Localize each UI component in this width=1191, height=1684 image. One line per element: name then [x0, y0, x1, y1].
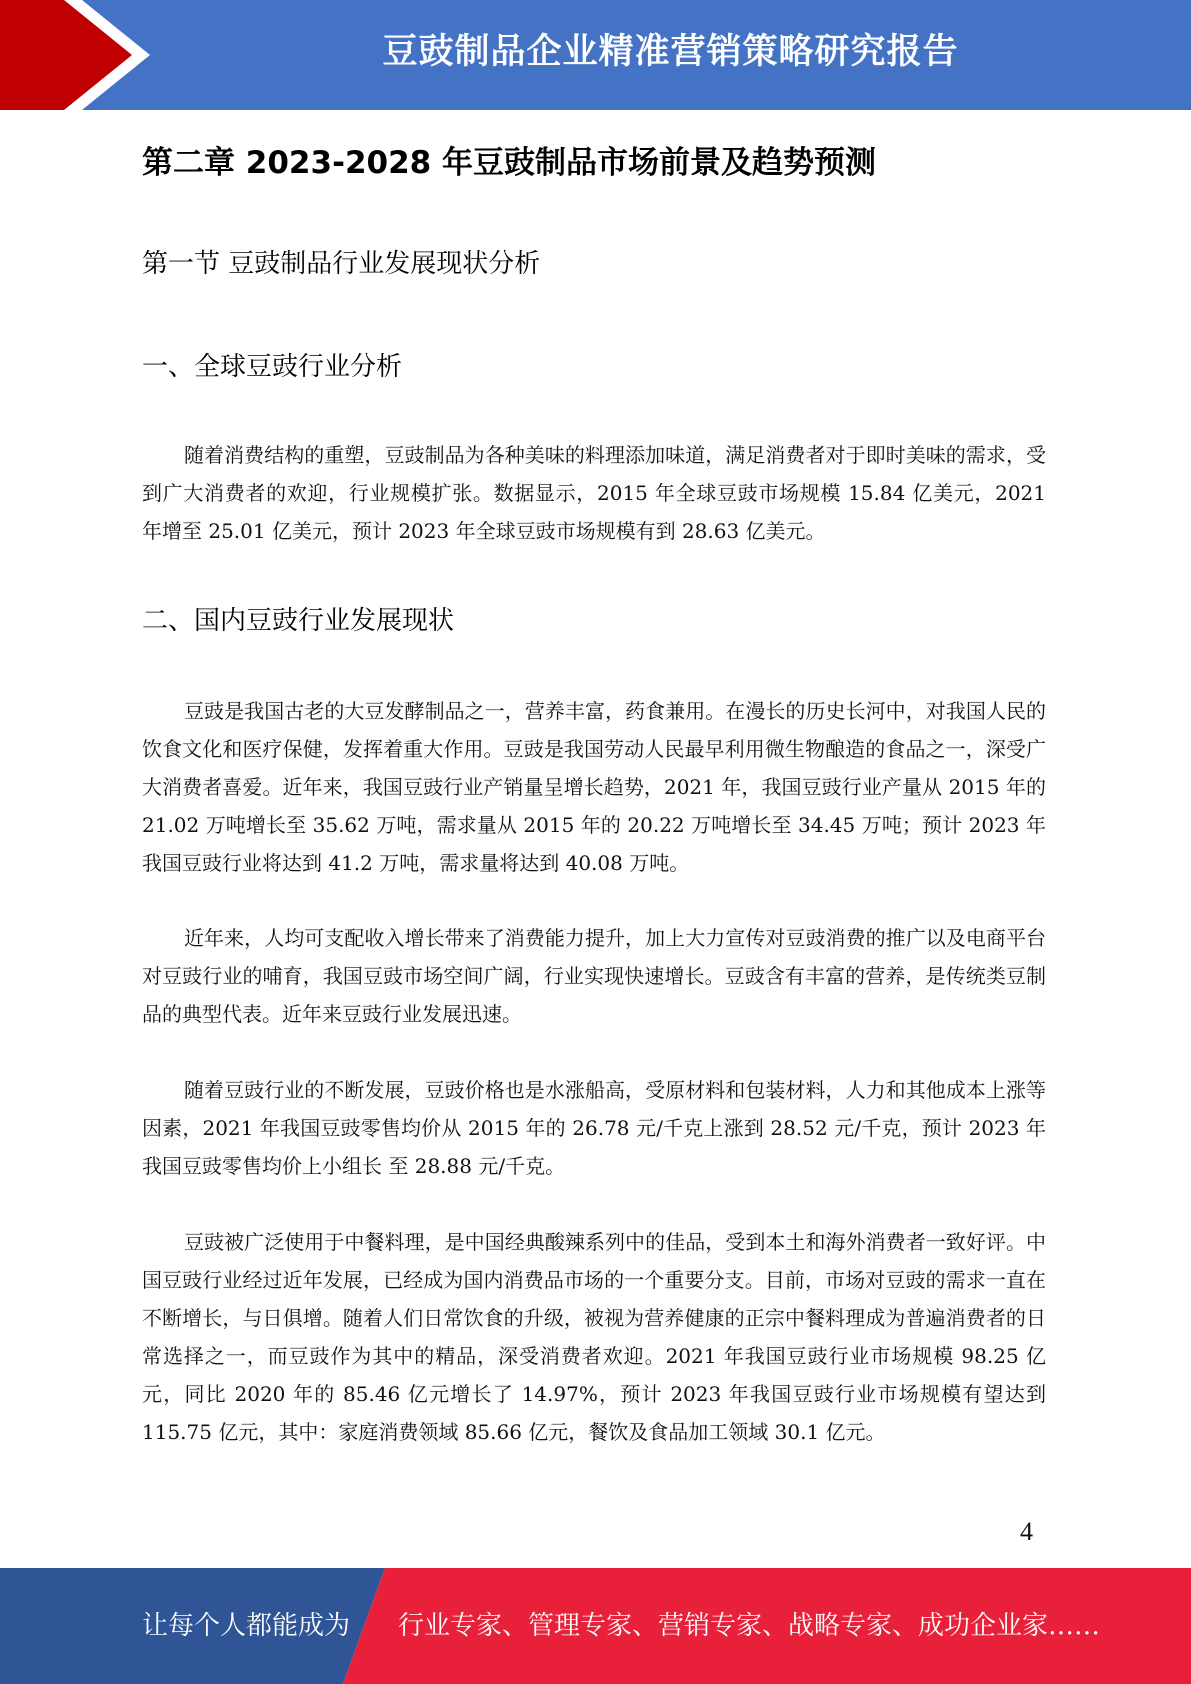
chapter-title: 第二章 2023-2028 年豆豉制品市场前景及趋势预测 [142, 145, 877, 181]
footer-slogan-left: 让每个人都能成为 [142, 1611, 351, 1641]
footer-slogan-right: 行业专家、管理专家、营销专家、战略专家、成功企业家…… [398, 1611, 1101, 1641]
section-title: 第一节 豆豉制品行业发展现状分析 [142, 249, 541, 279]
subsection-title-domestic: 二、国内豆豉行业发展现状 [142, 606, 455, 636]
paragraph-domestic-market-size: 豆豉被广泛使用于中餐料理，是中国经典酸辣系列中的佳品，受到本土和海外消费者一致好评。中国豆豉行业经过近年发展，已经成为国内消费品市场的一个重要分支。目前，市场对豆豉的需求一直在不断增长，与日俱增。随着人们日常饮食的升级，被视为营养健康的正宗中餐料理成为普遍消费者的日常选择之一，而豆豉作为其中的精品，深受消费者欢迎。2021 年我国豆豉行业市场规模 98.25 亿元，同比 2020 年的 85.46 亿元增长了 14.97%，预计 2023 年我国豆豉行业市场规模有望达到 115.75 亿元，其中：家庭消费领域 85.66 亿元，餐饮及食品加工领域 30.1 亿元。 [142, 1230, 1046, 1444]
paragraph-domestic-production: 豆豉是我国古老的大豆发酵制品之一，营养丰富，药食兼用。在漫长的历史长河中，对我国人民的饮食文化和医疗保健，发挥着重大作用。豆豉是我国劳动人民最早利用微生物酿造的食品之一，深受广大消费者喜爱。近年来，我国豆豉行业产销量呈增长趋势，2021 年，我国豆豉行业产量从 2015 年的 21.02 万吨增长至 35.62 万吨，需求量从 2015 年的 20.22 万吨增长至 34.45 万吨；预计 2023 年我国豆豉行业将达到 41.2 万吨，需求量将达到 40.08 万吨。 [142, 699, 1046, 875]
page-number: 4 [1020, 1517, 1033, 1546]
page-footer [0, 1568, 1191, 1684]
page-header [0, 0, 1191, 110]
subsection-title-global: 一、全球豆豉行业分析 [142, 352, 403, 382]
paragraph-domestic-price: 随着豆豉行业的不断发展，豆豉价格也是水涨船高，受原材料和包装材料，人力和其他成本上涨等因素，2021 年我国豆豉零售均价从 2015 年的 26.78 元/千克上涨到 28.52 元/千克，预计 2023 年我国豆豉零售均价上小组长 至 28.88 元/千克。 [142, 1078, 1046, 1178]
report-title: 豆豉制品企业精准营销策略研究报告 [382, 32, 959, 72]
header-arrow-icon [0, 0, 160, 110]
paragraph-domestic-growth: 近年来，人均可支配收入增长带来了消费能力提升，加上大力宣传对豆豉消费的推广以及电商平台对豆豉行业的哺育，我国豆豉市场空间广阔，行业实现快速增长。豆豉含有丰富的营养，是传统类豆制品的典型代表。近年来豆豉行业发展迅速。 [142, 926, 1046, 1026]
paragraph-global-market: 随着消费结构的重塑，豆豉制品为各种美味的料理添加味道，满足消费者对于即时美味的需求，受到广大消费者的欢迎，行业规模扩张。数据显示，2015 年全球豆豉市场规模 15.84 亿美元，2021 年增至 25.01 亿美元，预计 2023 年全球豆豉市场规模有到 28.63 亿美元。 [142, 443, 1046, 543]
